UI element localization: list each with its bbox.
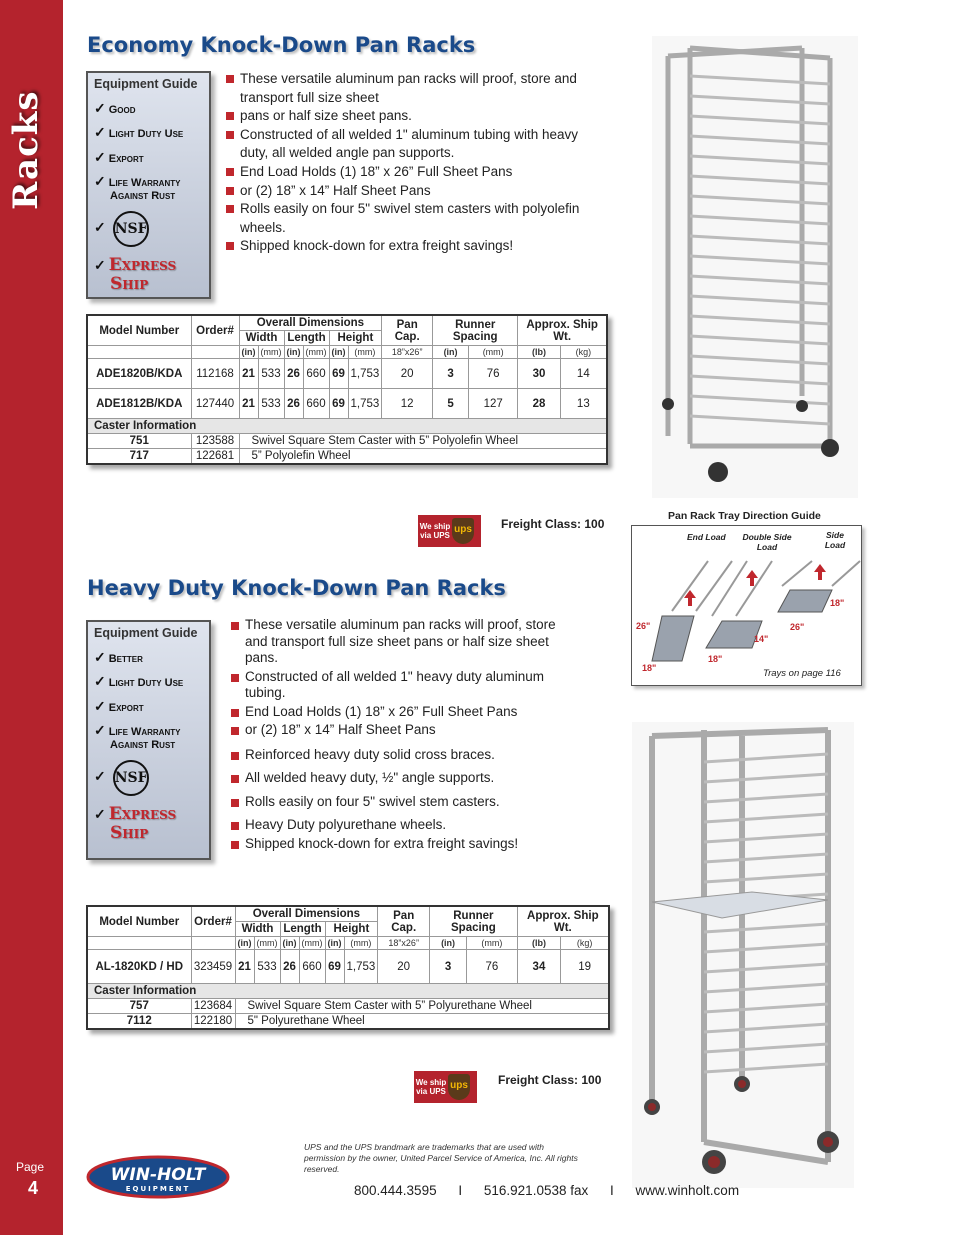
dim-label: 18" xyxy=(708,654,723,664)
pan-cap-header: Pan Cap. xyxy=(382,315,433,346)
caster-row: 751 123588 Swivel Square Stem Caster with 5” Polyolefin Wheel xyxy=(87,434,607,449)
width-header: Width xyxy=(239,331,284,346)
section-title-racks: Racks xyxy=(6,90,46,210)
freight-class: Freight Class: 100 xyxy=(501,517,605,531)
nsf-logo-icon: NSF xyxy=(113,211,149,247)
guide-item-express: ✓ Express Ship xyxy=(94,803,177,844)
dim-label: 26" xyxy=(790,622,805,632)
economy-feature-list xyxy=(226,70,606,256)
guide-item: ✓ Good xyxy=(94,100,136,116)
fax-number: 516.921.0538 fax xyxy=(483,1183,589,1198)
check-icon: ✓ xyxy=(94,673,106,690)
heavy-duty-rack-image xyxy=(632,722,854,1188)
units-row: (in) (mm) (in) (mm) (in) (mm) 18”x26” (in) (mm) (lb) (kg) xyxy=(87,346,607,359)
tray-diagram xyxy=(632,556,863,666)
dim-label: 18" xyxy=(830,598,845,608)
dim-label: 14" xyxy=(754,634,769,644)
check-icon: ✓ xyxy=(94,805,106,822)
feature-bullet-cont: or (2) 18” x 14” Half Sheet Pans xyxy=(231,722,581,739)
check-icon: ✓ xyxy=(94,697,106,714)
heavy-duty-title: Heavy Duty Knock-Down Pan Racks xyxy=(87,576,506,600)
freight-class: Freight Class: 100 xyxy=(498,1073,602,1087)
economy-title: Economy Knock-Down Pan Racks xyxy=(87,33,476,57)
contact-line xyxy=(354,1183,739,1198)
website-link[interactable]: www.winholt.com xyxy=(635,1183,740,1198)
ups-shield-icon: ups xyxy=(448,1074,470,1100)
page-number: 4 xyxy=(28,1178,39,1198)
order-header: Order# xyxy=(191,906,235,937)
guide-heading: Equipment Guide xyxy=(94,77,198,91)
feature-bullet-cont: or (2) 18” x 14” Half Sheet Pans xyxy=(226,182,606,201)
check-icon: ✓ xyxy=(94,100,106,116)
table-row: ADE1820B/KDA 112168 21 533 26 660 69 1,753 20 3 76 30 14 xyxy=(87,359,607,389)
feature-bullet: These versatile aluminum pan racks will proof, store and transport full size sheet xyxy=(226,70,606,107)
page-label: Page xyxy=(16,1160,45,1174)
caster-row: 717 122681 5” Polyolefin Wheel xyxy=(87,449,607,465)
feature-bullet-cont: pans or half size sheet pans. xyxy=(226,107,606,126)
length-header: Length xyxy=(284,331,329,346)
caster-info-header: Caster Information xyxy=(87,419,607,434)
caster-info-header: Caster Information xyxy=(87,984,609,999)
feature-bullet: Reinforced heavy duty solid cross braces. xyxy=(231,747,581,764)
guide-heading: Equipment Guide xyxy=(94,626,198,640)
table-row: ADE1812B/KDA 127440 21 533 26 660 69 1,753 12 5 127 28 13 xyxy=(87,389,607,419)
caster-row: 7112 122180 5" Polyurethane Wheel xyxy=(87,1014,609,1030)
win-holt-logo xyxy=(82,1152,242,1204)
runner-spacing-header: Runner Spacing xyxy=(430,906,518,937)
height-header: Height xyxy=(325,922,378,937)
ship-weight-header: Approx. Ship Wt. xyxy=(518,315,607,346)
check-icon: ✓ xyxy=(94,148,106,165)
double-side-load-label: Double Side Load xyxy=(742,532,792,552)
overall-dimensions-header: Overall Dimensions xyxy=(235,906,378,922)
guide-item-express: ✓ Express Ship xyxy=(94,254,177,295)
units-row: (in) (mm) (in) (mm) (in) (mm) 18”x26” (in) (mm) (lb) (kg) xyxy=(87,937,609,950)
check-icon: ✓ xyxy=(94,218,106,235)
feature-bullet: End Load Holds (1) 18” x 26” Full Sheet Pans xyxy=(226,163,606,182)
feature-bullet: Rolls easily on four 5" swivel stem casters. xyxy=(231,794,581,811)
economy-rack-image xyxy=(652,36,858,498)
dim-label: 26" xyxy=(636,621,651,631)
ups-shield-icon: ups xyxy=(452,518,474,544)
guide-item: ✓ Life Warranty Against Rust xyxy=(94,722,181,751)
feature-bullet: Rolls easily on four 5" swivel stem casters with polyolefin wheels. xyxy=(226,200,606,237)
check-icon: ✓ xyxy=(94,173,106,190)
table-row: AL-1820KD / HD 323459 21 533 26 660 69 1,753 20 3 76 34 19 xyxy=(87,950,609,984)
feature-bullet: All welded heavy duty, ½" angle supports. xyxy=(231,770,581,787)
check-icon: ✓ xyxy=(94,722,106,739)
tray-guide-box xyxy=(631,525,862,686)
overall-dimensions-header: Overall Dimensions xyxy=(239,315,382,331)
side-load-label: Side Load xyxy=(824,530,846,550)
pan-cap-header: Pan Cap. xyxy=(378,906,430,937)
ship-weight-header: Approx. Ship Wt. xyxy=(517,906,609,937)
width-header: Width xyxy=(235,922,280,937)
guide-item: ✓ Light Duty Use xyxy=(94,673,184,690)
order-header: Order# xyxy=(191,315,239,346)
heavy-feature-list xyxy=(231,617,581,852)
feature-bullet: Heavy Duty polyurethane wheels. xyxy=(231,817,581,834)
separator: I xyxy=(458,1183,463,1198)
check-icon: ✓ xyxy=(94,767,106,784)
runner-spacing-header: Runner Spacing xyxy=(433,315,518,346)
feature-bullet: Shipped knock-down for extra freight savings! xyxy=(226,237,606,256)
model-header: Model Number xyxy=(87,906,191,937)
ups-badge: We ship via UPS ups xyxy=(414,1071,477,1103)
feature-bullet: Shipped knock-down for extra freight savings! xyxy=(231,836,581,853)
guide-item: ✓ Life Warranty Against Rust xyxy=(94,173,181,202)
length-header: Length xyxy=(280,922,325,937)
end-load-label: End Load xyxy=(687,532,726,542)
model-header: Model Number xyxy=(87,315,191,346)
ups-badge: We ship via UPS ups xyxy=(418,515,481,547)
check-icon: ✓ xyxy=(94,124,106,141)
economy-equipment-guide xyxy=(86,71,211,299)
guide-item: ✓ Export xyxy=(94,697,144,714)
check-icon: ✓ xyxy=(94,649,106,665)
guide-item-nsf xyxy=(94,760,203,796)
ups-trademark-note: UPS and the UPS brandmark are trademarks that are used with permission by the owner, United Parcel Service of America, Inc. All rights reserved. xyxy=(304,1142,578,1174)
feature-bullet: Constructed of all welded 1" heavy duty aluminum tubing. xyxy=(231,669,581,702)
height-header: Height xyxy=(329,331,382,346)
dim-label: 18" xyxy=(642,663,657,673)
feature-bullet: End Load Holds (1) 18” x 26” Full Sheet Pans xyxy=(231,704,581,721)
separator: I xyxy=(610,1183,614,1198)
check-icon: ✓ xyxy=(94,256,106,273)
nsf-logo-icon: NSF xyxy=(113,760,149,796)
feature-bullet: Constructed of all welded 1" aluminum tubing with heavy duty, all welded angle pan supports. xyxy=(226,126,606,163)
economy-spec-table xyxy=(86,314,608,465)
phone-number: 800.444.3595 xyxy=(354,1183,437,1198)
guide-item-nsf xyxy=(94,211,203,247)
feature-bullet: These versatile aluminum pan racks will proof, store and transport full size sheet pans or half size sheet pans. xyxy=(231,617,581,667)
guide-item: ✓ Better xyxy=(94,649,143,665)
guide-item: ✓ Light Duty Use xyxy=(94,124,184,141)
tray-note: Trays on page 116 xyxy=(763,668,841,679)
tray-guide-title: Pan Rack Tray Direction Guide xyxy=(668,510,821,522)
logo-text: WIN-HOLT xyxy=(110,1165,206,1185)
guide-item: ✓ Export xyxy=(94,148,144,165)
heavy-spec-table xyxy=(86,905,610,1030)
caster-row: 757 123684 Swivel Square Stem Caster with 5” Polyurethane Wheel xyxy=(87,999,609,1014)
logo-subtext: EQUIPMENT xyxy=(125,1185,191,1193)
heavy-equipment-guide xyxy=(86,620,211,860)
